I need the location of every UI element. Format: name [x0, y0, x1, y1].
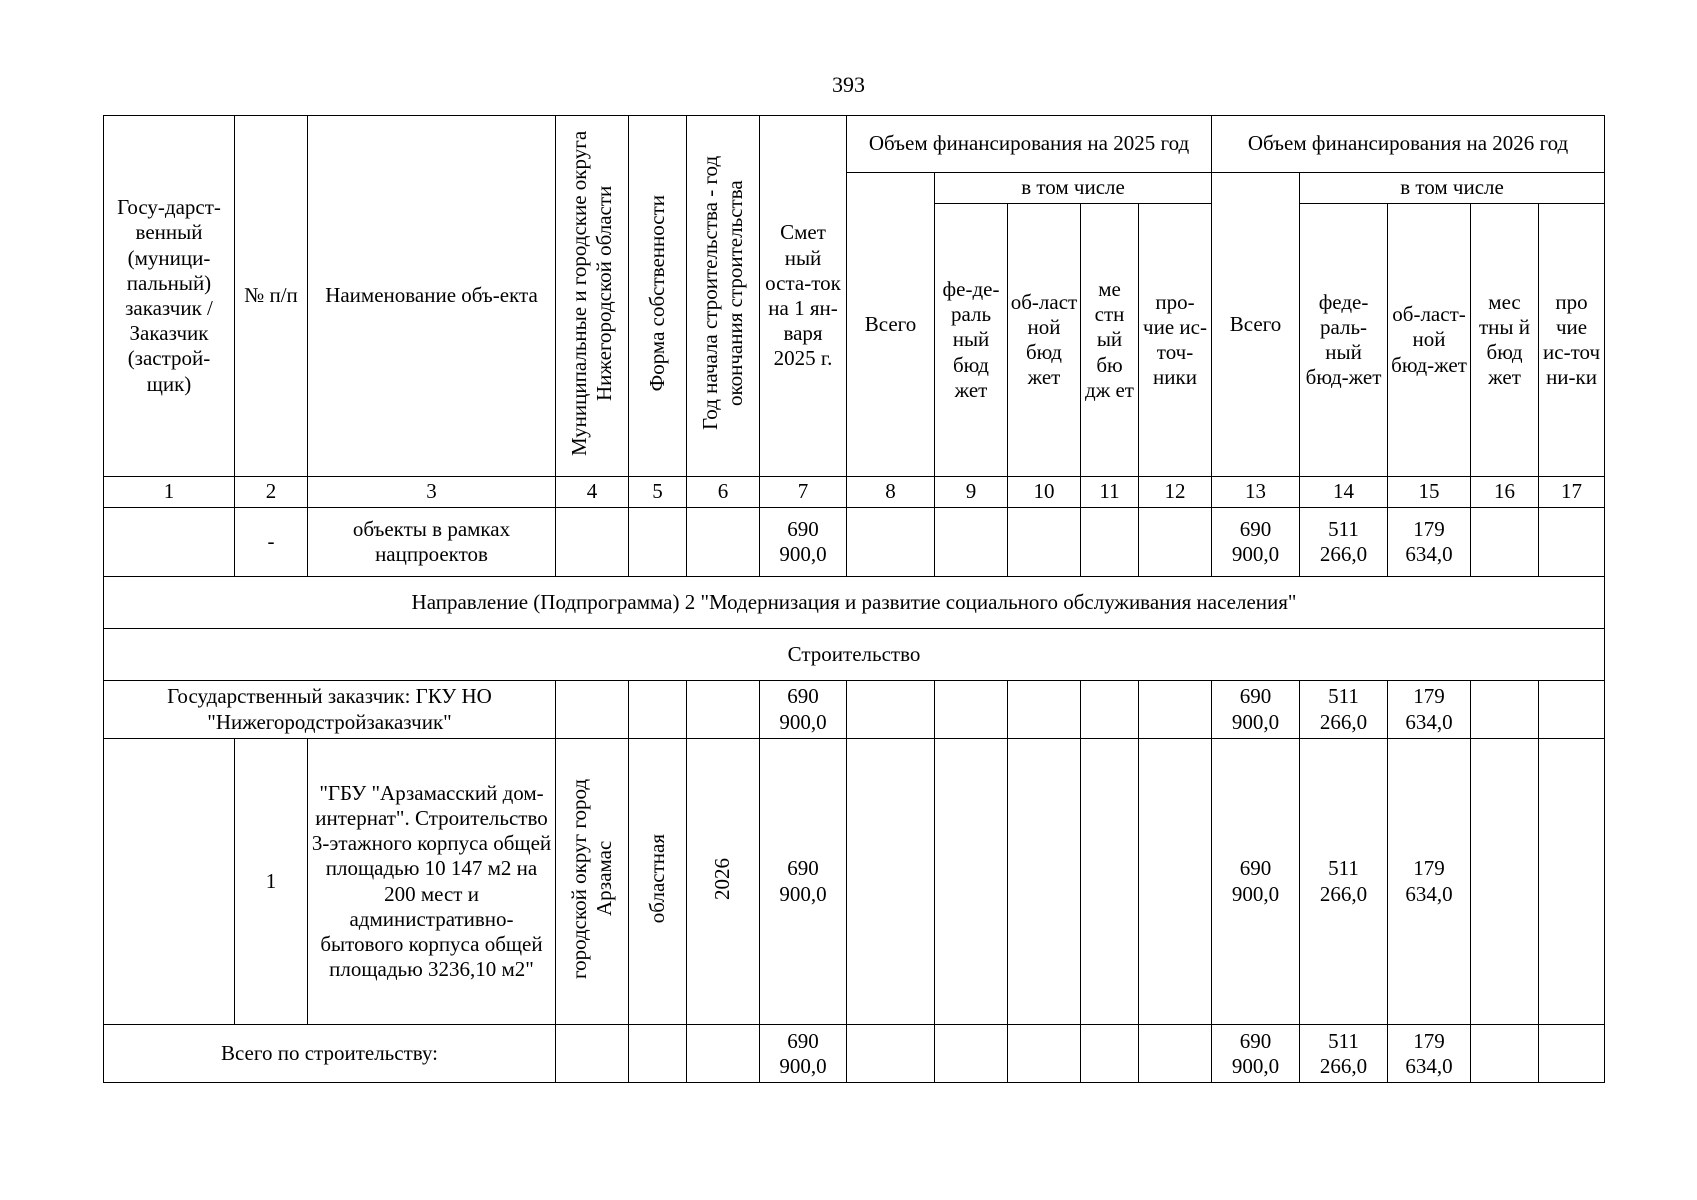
column-number: 13: [1212, 477, 1300, 508]
federal-2026-value: 511 266,0: [1300, 681, 1388, 739]
estimate-value: 690 900,0: [760, 508, 847, 577]
header-local-2025: ме стн ый бю дж ет: [1081, 204, 1139, 477]
total-2026-value: 690 900,0: [1212, 681, 1300, 739]
federal-2026-value: 511 266,0: [1300, 1025, 1388, 1083]
table-row-object: [104, 739, 1605, 1025]
header-regional-2025: об-ласт ной бюд жет: [1008, 204, 1081, 477]
construction-title: Строительство: [104, 629, 1605, 681]
total-2026-value: 690 900,0: [1212, 1025, 1300, 1083]
row-name: "ГБУ "Арзамасский дом-интернат". Строительство 3-этажного корпуса общей площадью 10 147 м2 на 200 мест и административно-бытового корпуса общей площадью 3236,10 м2": [308, 739, 556, 1025]
page-number: 393: [832, 72, 865, 97]
state-customer-label: Государственный заказчик: ГКУ НО "Нижегородстройзаказчик": [104, 681, 556, 739]
table-row-state-customer: [104, 681, 1605, 739]
row-number: -: [235, 508, 308, 577]
header-including-2026: в том числе: [1300, 173, 1605, 204]
column-number: 4: [556, 477, 629, 508]
column-number: 8: [847, 477, 935, 508]
table-row-construction: [104, 629, 1605, 681]
total-2026-value: 690 900,0: [1212, 508, 1300, 577]
header-number: № п/п: [235, 116, 308, 477]
column-number: 10: [1008, 477, 1081, 508]
years-value: 2026: [687, 739, 760, 1025]
municipality-value: городской округ город Арзамас: [556, 739, 629, 1025]
financing-table: [103, 115, 1605, 1083]
ownership-value: областная: [629, 739, 687, 1025]
regional-2026-value: 179 634,0: [1388, 739, 1471, 1025]
column-number: 6: [687, 477, 760, 508]
total-label: Всего по строительству:: [104, 1025, 556, 1083]
header-federal-2026: феде-раль-ный бюд-жет: [1300, 204, 1388, 477]
header-estimate: Смет ный оста-ток на 1 ян-варя 2025 г.: [760, 116, 847, 477]
column-number: 3: [308, 477, 556, 508]
regional-2026-value: 179 634,0: [1388, 681, 1471, 739]
header-local-2026: мес тны й бюд жет: [1471, 204, 1539, 477]
header-federal-2025: фе-де-раль ный бюд жет: [935, 204, 1008, 477]
column-number: 9: [935, 477, 1008, 508]
column-number: 12: [1139, 477, 1212, 508]
estimate-value: 690 900,0: [760, 739, 847, 1025]
header-years: Год начала строительства - год окончания строительства: [687, 116, 760, 477]
header-including-2025: в том числе: [935, 173, 1212, 204]
column-number: 17: [1539, 477, 1605, 508]
table-row-national-projects: [104, 508, 1605, 577]
regional-2026-value: 179 634,0: [1388, 508, 1471, 577]
table-row-direction: [104, 577, 1605, 629]
column-number: 2: [235, 477, 308, 508]
direction-title: Направление (Подпрограмма) 2 "Модернизация и развитие социального обслуживания населения": [104, 577, 1605, 629]
column-number: 16: [1471, 477, 1539, 508]
regional-2026-value: 179 634,0: [1388, 1025, 1471, 1083]
total-2026-value: 690 900,0: [1212, 739, 1300, 1025]
header-financing-2025: Объем финансирования на 2025 год: [847, 116, 1212, 173]
column-number: 15: [1388, 477, 1471, 508]
header-other-2026: про чие ис-точ ни-ки: [1539, 204, 1605, 477]
header-other-2025: про-чие ис-точ-ники: [1139, 204, 1212, 477]
header-municipality: Муниципальные и городские округа Нижегородской области: [556, 116, 629, 477]
header-ownership: Форма собственности: [629, 116, 687, 477]
column-number: 5: [629, 477, 687, 508]
header-total-2026: Всего: [1212, 173, 1300, 477]
column-number: 1: [104, 477, 235, 508]
federal-2026-value: 511 266,0: [1300, 739, 1388, 1025]
column-numbers-row: [104, 477, 1605, 508]
estimate-value: 690 900,0: [760, 1025, 847, 1083]
header-financing-2026: Объем финансирования на 2026 год: [1212, 116, 1605, 173]
column-number: 14: [1300, 477, 1388, 508]
row-name: объекты в рамках нацпроектов: [308, 508, 556, 577]
header-customer: Госу-дарст-венный (муници-пальный) заказчик / Заказчик (застрой-щик): [104, 116, 235, 477]
federal-2026-value: 511 266,0: [1300, 508, 1388, 577]
table-row-total: [104, 1025, 1605, 1083]
estimate-value: 690 900,0: [760, 681, 847, 739]
header-object-name: Наименование объ-екта: [308, 116, 556, 477]
header-regional-2026: об-ласт-ной бюд-жет: [1388, 204, 1471, 477]
row-number: 1: [235, 739, 308, 1025]
column-number: 7: [760, 477, 847, 508]
column-number: 11: [1081, 477, 1139, 508]
header-total-2025: Всего: [847, 173, 935, 477]
